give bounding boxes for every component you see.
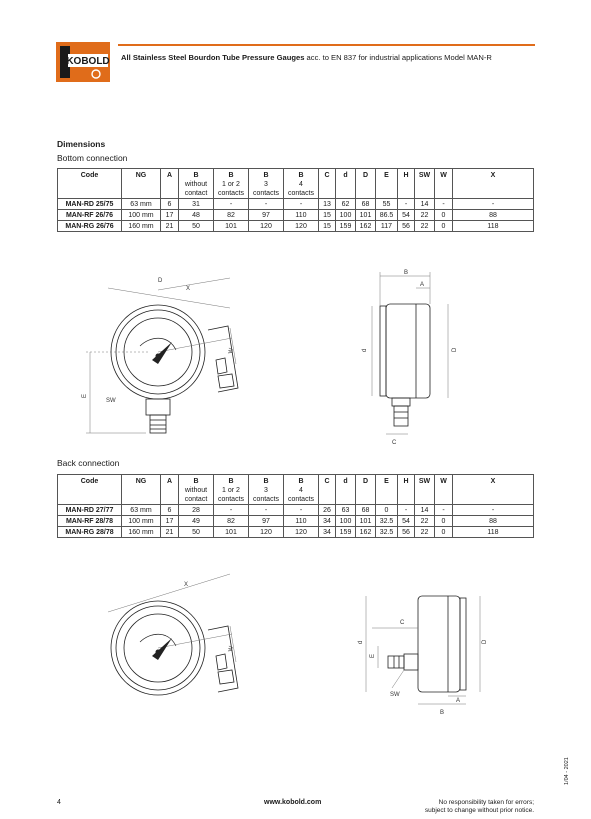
col-code: Code — [58, 475, 122, 505]
footer-url-link[interactable]: www.kobold.com — [264, 799, 322, 806]
col-c: C — [319, 169, 336, 199]
dim-label-a: A — [420, 282, 425, 288]
table-row: MAN-RG 26/76 160 mm 21 50 101 120 120 15 159 162 117 56 22 0 118 — [58, 221, 534, 232]
dim-label-e: E — [370, 653, 376, 658]
col-ng: NG — [122, 475, 161, 505]
col-c: C — [319, 475, 336, 505]
col-h: H — [398, 169, 415, 199]
col-w: W — [435, 475, 453, 505]
col-d-large: D — [356, 475, 376, 505]
col-h: H — [398, 475, 415, 505]
col-d-small: d — [336, 475, 356, 505]
dim-label-d-large: D — [452, 347, 458, 352]
page-header-title: All Stainless Steel Bourdon Tube Pressure Gauges acc. to EN 837 for industrial applications Model MAN-R — [121, 53, 492, 62]
col-b-3-contacts: B 3 contacts — [249, 169, 284, 199]
table-row: MAN-RG 28/78 160 mm 21 50 101 120 120 34 159 162 32.5 56 22 0 118 — [58, 527, 534, 538]
col-w: W — [435, 169, 453, 199]
table-row: MAN-RF 28/78 100 mm 17 49 82 97 110 34 100 101 32.5 54 22 0 88 — [58, 516, 534, 527]
dim-label-w: W — [228, 645, 235, 653]
table-row: MAN-RD 25/75 63 mm 6 31 - - - 13 62 68 55 - 14 - - — [58, 199, 534, 210]
dim-label-d-small: d — [362, 348, 368, 352]
bottom-connection-title: Bottom connection — [57, 153, 128, 163]
bottom-front-view-drawing — [80, 268, 260, 448]
dim-label-b: B — [404, 270, 409, 276]
col-sw: SW — [415, 169, 435, 199]
dim-label-c: C — [392, 440, 397, 446]
dim-label-e: E — [82, 393, 88, 398]
dim-label-d-large: D — [158, 278, 163, 284]
col-b-1-2-contacts: B 1 or 2 contacts — [214, 169, 249, 199]
col-x: X — [453, 475, 534, 505]
page-number: 4 — [57, 799, 61, 806]
dim-label-w: W — [228, 347, 235, 355]
back-front-view-drawing — [100, 572, 260, 722]
dim-label-c: C — [400, 620, 405, 626]
dim-label-sw: SW — [106, 398, 116, 404]
col-e: E — [376, 475, 398, 505]
col-code: Code — [58, 169, 122, 199]
dim-label-x: X — [186, 286, 191, 292]
table-row: MAN-RD 27/77 63 mm 6 28 - - - 26 63 68 0 - 14 - - — [58, 505, 534, 516]
kobold-logo — [56, 42, 110, 82]
col-b-4-contacts: B 4 contacts — [284, 475, 319, 505]
col-b-1-2-contacts: B 1 or 2 contacts — [214, 475, 249, 505]
table-row: MAN-RF 26/76 100 mm 17 48 82 97 110 15 100 101 86.5 54 22 0 88 — [58, 210, 534, 221]
col-d-small: d — [336, 169, 356, 199]
dim-label-a: A — [456, 698, 461, 704]
col-b-without-contact: B without contact — [179, 475, 214, 505]
section-title: Dimensions — [57, 139, 106, 149]
bottom-side-view-drawing — [356, 266, 466, 448]
col-b-4-contacts: B 4 contacts — [284, 169, 319, 199]
dim-label-x: X — [184, 582, 189, 588]
col-x: X — [453, 169, 534, 199]
dim-label-sw: SW — [390, 692, 400, 698]
col-a: A — [161, 169, 179, 199]
dim-label-d-small: d — [358, 640, 364, 644]
svg-text:KOBOLD: KOBOLD — [66, 56, 110, 67]
back-connection-title: Back connection — [57, 458, 120, 468]
back-side-view-drawing — [352, 584, 492, 724]
col-b-3-contacts: B 3 contacts — [249, 475, 284, 505]
table-header-row — [58, 475, 534, 505]
document-code: 1/04 - 2021 — [564, 757, 570, 785]
col-e: E — [376, 169, 398, 199]
col-sw: SW — [415, 475, 435, 505]
col-a: A — [161, 475, 179, 505]
back-connection-table — [57, 474, 534, 538]
col-b-without-contact: B without contact — [179, 169, 214, 199]
bottom-connection-table — [57, 168, 534, 232]
dim-label-b: B — [440, 710, 445, 716]
header-rule — [118, 44, 535, 46]
footer-disclaimer: No responsibility taken for errors; subject to change without prior notice. — [424, 799, 534, 814]
col-ng: NG — [122, 169, 161, 199]
dim-label-d-large: D — [482, 639, 488, 644]
table-header-row — [58, 169, 534, 199]
col-d-large: D — [356, 169, 376, 199]
